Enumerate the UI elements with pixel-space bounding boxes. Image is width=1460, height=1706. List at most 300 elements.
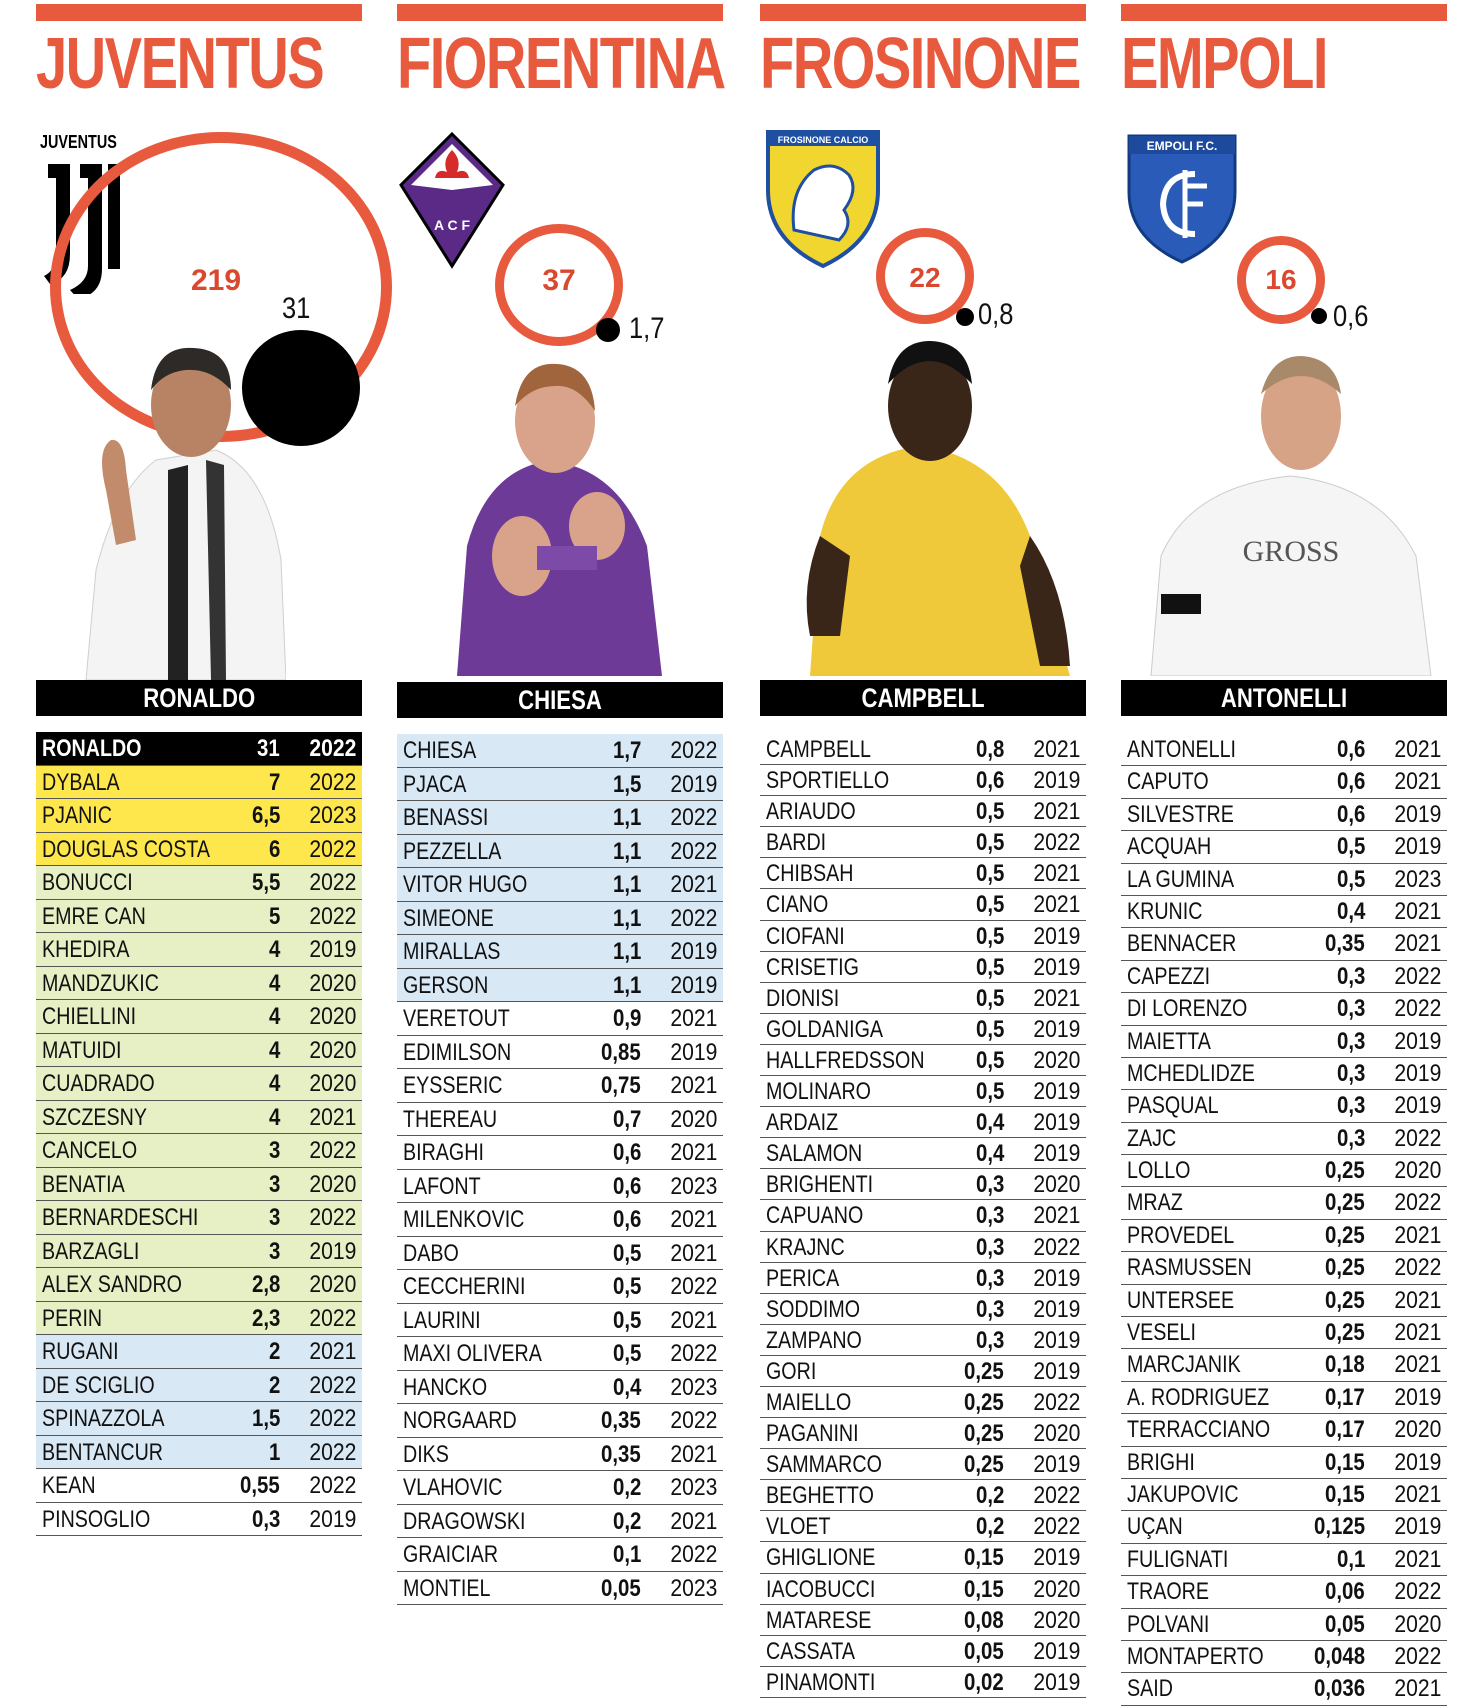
player-value: 5 (268, 902, 280, 930)
player-name: SODDIMO (766, 1295, 861, 1323)
player-name: LOLLO (1127, 1157, 1191, 1185)
player-name: BERNARDESCHI (42, 1204, 199, 1231)
table-row (1121, 928, 1447, 960)
player-value: 0,5 (975, 829, 1004, 857)
player-value: 0,15 (1325, 1480, 1365, 1508)
player-value: 0,6 (975, 767, 1004, 795)
player-name: PROVEDEL (1127, 1221, 1235, 1249)
contract-year: 2022 (309, 1438, 356, 1466)
table-row (760, 796, 1086, 827)
table-row (1121, 734, 1447, 766)
table-row (397, 902, 723, 936)
team-column-frosinone (760, 0, 1086, 1703)
table-row (1121, 799, 1447, 831)
table-row (760, 1542, 1086, 1573)
header-bar (1121, 4, 1447, 21)
table-row (36, 1201, 362, 1235)
table-row (397, 1404, 723, 1438)
contract-year: 2022 (1394, 1124, 1441, 1152)
player-value: 0,1 (1336, 1545, 1365, 1573)
contract-year: 2021 (1394, 1675, 1441, 1703)
contract-year: 2022 (1033, 829, 1080, 857)
table-row (397, 868, 723, 902)
player-name: KHEDIRA (42, 936, 130, 963)
player-value: 1,1 (612, 837, 641, 865)
contract-year: 2019 (670, 971, 717, 999)
contract-year: 2020 (1033, 1046, 1080, 1074)
player-value: 0,5 (975, 953, 1004, 981)
svg-text:A C F: A C F (433, 217, 471, 233)
svg-text:EMPOLI F.C.: EMPOLI F.C. (1146, 139, 1218, 153)
player-value: 0,5 (975, 891, 1004, 919)
player-value: 0,125 (1313, 1513, 1365, 1541)
player-name: PAGANINI (766, 1420, 859, 1448)
player-value: 0,6 (612, 1139, 641, 1166)
player-name: SZCZESNY (42, 1103, 147, 1131)
contract-year: 2019 (670, 770, 717, 798)
player-value: 0,25 (964, 1388, 1004, 1416)
player-name: MONTIEL (403, 1574, 491, 1602)
player-value: 5,5 (251, 869, 280, 896)
contract-year: 2022 (309, 768, 356, 796)
player-value: 1,5 (612, 770, 641, 798)
header-bar (760, 4, 1086, 21)
player-value: 0,25 (964, 1357, 1004, 1385)
player-value: 0,3 (1336, 1027, 1365, 1055)
player-name: DABO (403, 1239, 459, 1267)
player-value: 0,048 (1313, 1642, 1365, 1670)
player-name: IACOBUCCI (766, 1575, 876, 1603)
contract-year: 2022 (309, 902, 356, 930)
player-value: 2 (268, 1338, 280, 1365)
player-value: 3 (268, 1170, 280, 1198)
player-value: 6,5 (251, 802, 280, 829)
player-value: 0,4 (1336, 897, 1365, 925)
team-name: JUVENTUS (36, 24, 324, 104)
player-value: 1,1 (612, 871, 641, 898)
contract-year: 2022 (670, 1273, 717, 1300)
player-name: GERSON (403, 971, 489, 999)
contract-year: 2023 (670, 1373, 717, 1401)
player-value: 0,4 (975, 1109, 1004, 1137)
contract-year: 2021 (1394, 1319, 1441, 1347)
player-name: GORI (766, 1357, 817, 1385)
contract-year: 2019 (1394, 1448, 1441, 1476)
contract-year: 2021 (309, 1103, 356, 1131)
contract-year: 2021 (1394, 930, 1441, 958)
table-row (397, 1170, 723, 1204)
player-name: DIKS (403, 1440, 449, 1468)
table-row (397, 1136, 723, 1170)
top-player-value-label: 0,8 (978, 298, 1014, 331)
player-name: LAURINI (403, 1306, 481, 1334)
player-value: 0,2 (612, 1507, 641, 1535)
player-name: RONALDO (42, 735, 142, 762)
player-value: 0,8 (975, 736, 1004, 763)
contract-year: 2022 (670, 1407, 717, 1434)
table-row (1121, 896, 1447, 928)
table-row (397, 1036, 723, 1070)
player-value: 0,3 (975, 1171, 1004, 1199)
top-player-value-label: 31 (282, 292, 311, 325)
player-table (36, 732, 362, 1536)
table-row (760, 983, 1086, 1014)
contract-year: 2019 (1033, 1264, 1080, 1292)
table-row (760, 1076, 1086, 1107)
player-name: EMRE CAN (42, 902, 146, 930)
top-player-name-bar: ANTONELLI (1121, 680, 1447, 716)
player-name: DE SCIGLIO (42, 1371, 155, 1399)
top-player-name-bar: CAMPBELL (760, 680, 1086, 716)
contract-year: 2021 (670, 1206, 717, 1233)
player-value: 0,6 (1336, 800, 1365, 828)
player-table (760, 734, 1086, 1698)
top-player-name-bar: CHIESA (397, 682, 723, 718)
table-row (760, 858, 1086, 889)
table-row (1121, 993, 1447, 1025)
table-row (36, 1402, 362, 1436)
table-row (1121, 1641, 1447, 1673)
player-name: POLVANI (1127, 1610, 1210, 1638)
table-row (1121, 1544, 1447, 1576)
player-value: 4 (268, 936, 280, 963)
contract-year: 2020 (1033, 1171, 1080, 1199)
table-row (397, 801, 723, 835)
player-name: CIANO (766, 891, 829, 919)
player-name: CRISETIG (766, 953, 859, 981)
player-name: BIRAGHI (403, 1139, 484, 1166)
team-column-juventus (36, 0, 362, 1703)
contract-year: 2020 (670, 1105, 717, 1133)
player-value: 4 (268, 969, 280, 997)
player-value: 0,6 (612, 1172, 641, 1200)
player-name: JAKUPOVIC (1127, 1480, 1239, 1508)
player-name: VITOR HUGO (403, 871, 528, 898)
contract-year: 2019 (1033, 1637, 1080, 1665)
top-player-dot (596, 318, 620, 342)
player-value: 1,5 (251, 1405, 280, 1432)
player-value: 0,2 (612, 1474, 641, 1501)
player-table (397, 734, 723, 1605)
table-row (36, 1302, 362, 1336)
player-value: 0,25 (964, 1420, 1004, 1448)
player-value: 0,08 (964, 1606, 1004, 1634)
table-row (760, 734, 1086, 765)
table-row (36, 1469, 362, 1503)
contract-year: 2021 (1033, 891, 1080, 919)
player-value: 3 (268, 1137, 280, 1164)
table-row (1121, 1058, 1447, 1090)
player-value: 0,3 (975, 1233, 1004, 1261)
player-name: HANCKO (403, 1373, 488, 1401)
table-row (1121, 1026, 1447, 1058)
table-row (36, 1503, 362, 1537)
player-value: 0,5 (975, 1078, 1004, 1106)
table-row (397, 1572, 723, 1606)
player-name: MILENKOVIC (403, 1206, 525, 1233)
contract-year: 2021 (1394, 1351, 1441, 1379)
player-name: MONTAPERTO (1127, 1642, 1264, 1670)
contract-year: 2021 (1394, 897, 1441, 925)
table-row (1121, 1673, 1447, 1705)
player-value: 0,3 (975, 1295, 1004, 1323)
contract-year: 2023 (1394, 865, 1441, 893)
contract-year: 2022 (309, 869, 356, 896)
table-row (760, 1232, 1086, 1263)
table-row (36, 1034, 362, 1068)
contract-year: 2019 (1394, 1027, 1441, 1055)
player-value: 1 (268, 1438, 280, 1466)
table-row (397, 935, 723, 969)
table-row (36, 866, 362, 900)
player-name: BENTANCUR (42, 1438, 164, 1466)
player-name: CHIBSAH (766, 860, 854, 888)
contract-year: 2021 (670, 1507, 717, 1535)
table-row (1121, 1090, 1447, 1122)
player-value: 0,17 (1325, 1416, 1365, 1444)
player-photo-chiesa (437, 356, 677, 676)
player-name: SPINAZZOLA (42, 1405, 165, 1432)
player-name: PJACA (403, 770, 467, 798)
player-name: SAMMARCO (766, 1451, 882, 1479)
player-name: SALAMON (766, 1140, 863, 1168)
player-value: 0,3 (975, 1264, 1004, 1292)
contract-year: 2019 (1033, 1668, 1080, 1696)
player-name: BRIGHI (1127, 1448, 1195, 1476)
player-name: MATUIDI (42, 1036, 122, 1064)
contract-year: 2020 (1394, 1157, 1441, 1185)
player-value: 0,25 (1325, 1286, 1365, 1314)
fiorentina-crest-icon (397, 130, 507, 270)
player-name: UÇAN (1127, 1513, 1183, 1541)
player-value: 0,3 (1336, 1059, 1365, 1087)
contract-year: 2019 (1033, 1078, 1080, 1106)
contract-year: 2021 (1394, 1286, 1441, 1314)
player-value: 4 (268, 1103, 280, 1131)
player-value: 0,15 (1325, 1448, 1365, 1476)
player-value: 1,1 (612, 971, 641, 999)
player-name: GRAICIAR (403, 1541, 499, 1568)
contract-year: 2021 (1394, 1221, 1441, 1249)
table-row (1121, 1155, 1447, 1187)
juventus-crest-icon: JUVENTUS (40, 132, 130, 292)
player-photo-antonelli (1141, 346, 1441, 676)
player-value: 0,3 (1336, 1124, 1365, 1152)
contract-year: 2022 (670, 1340, 717, 1367)
table-row (36, 766, 362, 800)
table-row (1121, 1220, 1447, 1252)
player-photo-ronaldo (76, 340, 286, 680)
player-name: SIMEONE (403, 904, 494, 932)
table-row (760, 1169, 1086, 1200)
table-row (36, 1000, 362, 1034)
contract-year: 2021 (1033, 860, 1080, 888)
table-row (1121, 1414, 1447, 1446)
table-row (760, 1480, 1086, 1511)
player-name: DRAGOWSKI (403, 1507, 526, 1535)
contract-year: 2019 (1033, 1140, 1080, 1168)
player-value: 2,3 (251, 1304, 280, 1332)
table-row (1121, 1123, 1447, 1155)
table-row (397, 1471, 723, 1505)
player-value: 7 (268, 768, 280, 796)
player-value: 0,3 (1336, 995, 1365, 1023)
player-name: ZAJC (1127, 1124, 1177, 1152)
player-name: PERIN (42, 1304, 103, 1332)
player-name: DI LORENZO (1127, 995, 1248, 1023)
contract-year: 2019 (1033, 1015, 1080, 1043)
player-name: KEAN (42, 1472, 96, 1499)
player-name: CAPEZZI (1127, 962, 1211, 990)
contract-year: 2021 (670, 1440, 717, 1468)
player-value: 1,1 (612, 938, 641, 965)
player-name: MATARESE (766, 1606, 872, 1634)
player-name: VERETOUT (403, 1005, 510, 1032)
contract-year: 2022 (1033, 1388, 1080, 1416)
contract-year: 2022 (1033, 1482, 1080, 1510)
contract-year: 2023 (670, 1172, 717, 1200)
player-value: 31 (257, 735, 280, 762)
contract-year: 2022 (1394, 1189, 1441, 1217)
player-name: CECCHERINI (403, 1273, 526, 1300)
player-name: SAID (1127, 1675, 1173, 1703)
contract-year: 2019 (1033, 1326, 1080, 1354)
player-name: THEREAU (403, 1105, 498, 1133)
contract-year: 2021 (670, 871, 717, 898)
team-name: EMPOLI (1121, 24, 1327, 104)
player-name: CHIESA (403, 737, 477, 764)
table-row (1121, 1511, 1447, 1543)
player-name: PASQUAL (1127, 1092, 1219, 1120)
player-name: PINAMONTI (766, 1668, 876, 1696)
table-row (1121, 961, 1447, 993)
player-value: 0,5 (612, 1306, 641, 1334)
table-row (36, 1268, 362, 1302)
contract-year: 2020 (309, 1003, 356, 1030)
table-row (760, 1449, 1086, 1480)
player-name: BENNACER (1127, 930, 1237, 958)
player-value: 0,5 (612, 1239, 641, 1267)
table-row (397, 1270, 723, 1304)
table-row (36, 967, 362, 1001)
player-name: FULIGNATI (1127, 1545, 1229, 1573)
table-row (397, 734, 723, 768)
top-player-value-label: 0,6 (1333, 300, 1369, 333)
player-value: 0,02 (964, 1668, 1004, 1696)
total-value-label: 37 (542, 264, 576, 297)
player-value: 0,05 (601, 1574, 641, 1602)
contract-year: 2019 (309, 936, 356, 963)
player-value: 0,2 (975, 1482, 1004, 1510)
contract-year: 2019 (1394, 1059, 1441, 1087)
player-value: 0,5 (975, 860, 1004, 888)
contract-year: 2022 (1394, 1578, 1441, 1606)
frosinone-crest-icon (764, 130, 882, 270)
table-row (36, 1101, 362, 1135)
contract-year: 2021 (1033, 1202, 1080, 1230)
table-row (397, 1337, 723, 1371)
table-row (1121, 864, 1447, 896)
table-row (760, 1294, 1086, 1325)
player-value: 1,1 (612, 804, 641, 831)
player-value: 0,2 (975, 1513, 1004, 1541)
player-value: 0,85 (601, 1038, 641, 1066)
player-name: BEGHETTO (766, 1482, 874, 1510)
table-row (760, 1574, 1086, 1605)
table-row (397, 969, 723, 1003)
player-name: MARCJANIK (1127, 1351, 1241, 1379)
table-row (760, 1107, 1086, 1138)
contract-year: 2022 (1394, 995, 1441, 1023)
player-name: NORGAARD (403, 1407, 517, 1434)
contract-year: 2022 (670, 1541, 717, 1568)
contract-year: 2022 (1394, 962, 1441, 990)
player-name: MAXI OLIVERA (403, 1340, 542, 1367)
contract-year: 2023 (670, 1574, 717, 1602)
table-row (36, 1134, 362, 1168)
contract-year: 2022 (309, 1405, 356, 1432)
player-name: BARDI (766, 829, 827, 857)
contract-year: 2019 (1394, 1513, 1441, 1541)
contract-year: 2019 (1033, 1451, 1080, 1479)
player-value: 0,35 (601, 1407, 641, 1434)
player-name: BENATIA (42, 1170, 125, 1198)
svg-text:FROSINONE CALCIO: FROSINONE CALCIO (777, 135, 869, 145)
player-name: VESELI (1127, 1319, 1196, 1347)
table-row (36, 1436, 362, 1470)
player-value: 2 (268, 1371, 280, 1399)
player-value: 0,25 (1325, 1189, 1365, 1217)
player-name: BENASSI (403, 804, 489, 831)
contract-year: 2020 (1033, 1420, 1080, 1448)
player-name: PJANIC (42, 802, 112, 829)
table-row (36, 1369, 362, 1403)
table-row (760, 889, 1086, 920)
table-row (36, 1067, 362, 1101)
player-name: ACQUAH (1127, 833, 1212, 861)
player-name: MRAZ (1127, 1189, 1183, 1217)
player-value: 0,3 (1336, 962, 1365, 990)
table-row (397, 1069, 723, 1103)
table-row (760, 1014, 1086, 1045)
top-player-name-bar: RONALDO (36, 680, 362, 716)
contract-year: 2019 (1033, 1295, 1080, 1323)
table-row (760, 1263, 1086, 1294)
contract-year: 2022 (309, 1472, 356, 1499)
table-row (760, 952, 1086, 983)
player-value: 4 (268, 1070, 280, 1097)
team-column-empoli (1121, 0, 1447, 1703)
player-value: 0,25 (1325, 1254, 1365, 1282)
player-value: 6 (268, 835, 280, 863)
player-name: ARDAIZ (766, 1109, 839, 1137)
contract-year: 2022 (1394, 1254, 1441, 1282)
contract-year: 2021 (1394, 736, 1441, 763)
player-name: MOLINARO (766, 1078, 871, 1106)
player-value: 3 (268, 1237, 280, 1265)
player-name: HALLFREDSSON (766, 1046, 925, 1074)
contract-year: 2020 (1033, 1575, 1080, 1603)
contract-year: 2022 (309, 1371, 356, 1399)
contract-year: 2022 (1033, 1513, 1080, 1541)
player-value: 0,25 (1325, 1319, 1365, 1347)
contract-year: 2021 (670, 1239, 717, 1267)
total-value-label: 16 (1265, 264, 1297, 295)
table-row (760, 765, 1086, 796)
player-value: 0,15 (964, 1575, 1004, 1603)
player-name: CAMPBELL (766, 736, 872, 763)
table-row (760, 827, 1086, 858)
